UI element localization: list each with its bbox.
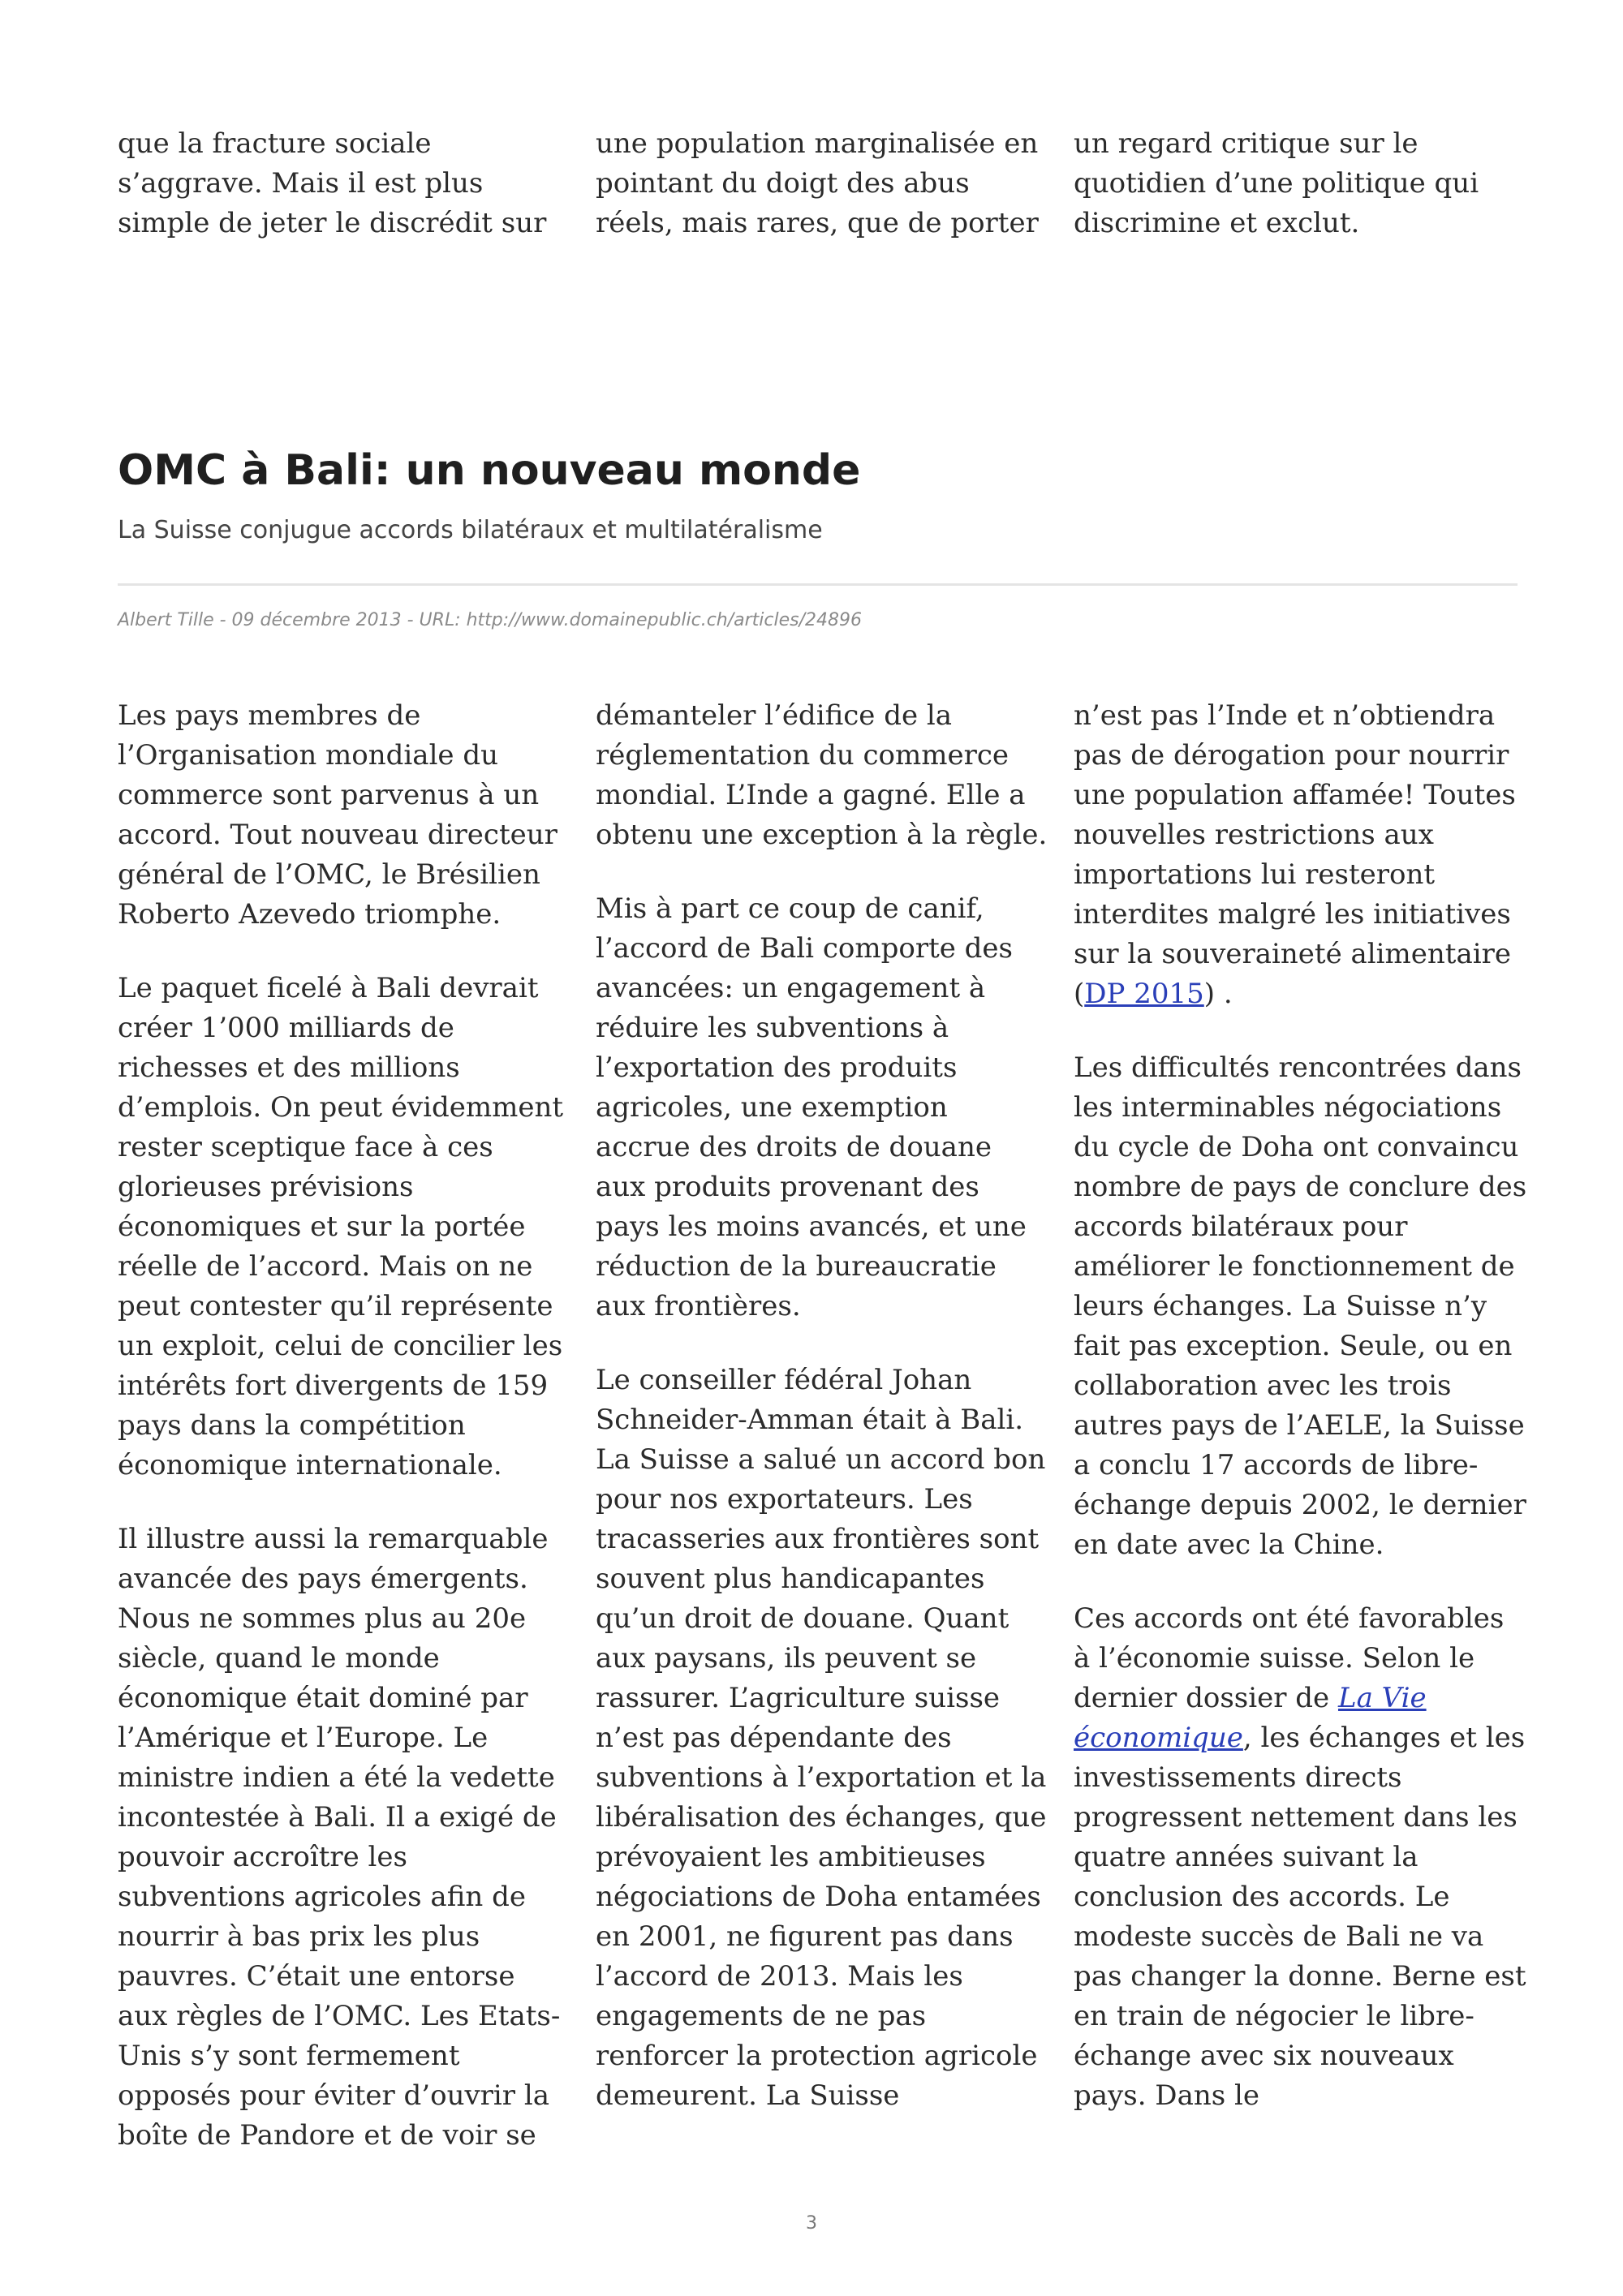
paragraph: un regard critique sur le quotidien d’une politique qui discrimine et exclut. [1074,127,1479,239]
paragraph: Les difficultés rencontrées dans les interminables négociations du cycle de Doha ont convaincu nombre de pays de conclure des accords bilatéraux pour améliorer le fonctionnement de leurs échanges. La Suisse n’y fait pas exception. Seule, ou en collaboration avec les trois autres pays de l’AELE, la Suisse a conclu 17 accords de libre-échange depuis 2002, le dernier en date avec la Chine. [1074,1051,1527,1561]
paragraph: une population marginalisée en pointant du doigt des abus réels, mais rares, que de porter [596,127,1039,239]
paragraph [1074,1599,1528,2116]
article-meta: Albert Tille - 09 décembre 2013 - URL: http://www.domainepublic.ch/articles/24896 [118,610,863,630]
paragraph: Mis à part ce coup de canif, l’accord de Bali comporte des avancées: un engagement à réduire les subventions à l’exportation des produits agricoles, une exemption accrue des droits de douane aux produits provenant des pays les moins avancés, et une réduction de la bureaucratie aux frontières. [596,892,1027,1322]
previous-article-col-2 [596,124,1050,243]
paragraph-text: ) . [1203,978,1233,1010]
paragraph: Le conseiller fédéral Johan Schneider-Amman était à Bali. La Suisse a salué un accord bon pour nos exportateurs. Les tracasseries aux frontières sont souvent plus handicapantes qu’un droit de douane. Quant aux paysans, ils peuvent se rassurer. L’agriculture suisse n’est pas dépendante des subventions à l’exportation et la libéralisation des échanges, que prévoyaient les ambitieuses négociations de Doha entamées en 2001, ne figurent pas dans l’accord de 2013. Mais les engagements de ne pas renforcer la protection agricole demeurent. La Suisse [596,1364,1047,2112]
la-vie-economique-link[interactable]: La Vie économique [1074,1682,1427,1754]
article-col-3 [1074,696,1528,2116]
paragraph-text: Ces accords ont été favorables à l’économie suisse. Selon le dernier dossier de [1074,1602,1505,1714]
article-col-1 [118,696,572,2156]
previous-article-col-3 [1074,124,1528,243]
header-divider [118,583,1518,586]
paragraph-text: n’est pas l’Inde et n’obtiendra pas de dérogation pour nourrir une population affamée! Toutes nouvelles restrictions aux importations lui resteront interdites malgré les initiatives sur la souveraineté alimentaire ( [1074,699,1516,1010]
dp-2015-link[interactable]: DP 2015 [1084,978,1204,1010]
previous-article-col-1 [118,124,572,243]
paragraph-text: , les échanges et les investissements directs progressent nettement dans les quatre années suivant la conclusion des accords. Le modeste succès de Bali ne va pas changer la donne. Berne est en train de négocier le libre-échange avec six nouveaux pays. Dans le [1074,1722,1526,2112]
paragraph [1074,696,1528,1014]
paragraph: démanteler l’édifice de la réglementation du commerce mondial. L’Inde a gagné. Elle a obtenu une exception à la règle. [596,699,1048,851]
article-title: OMC à Bali: un nouveau monde [118,446,861,495]
page-number: 3 [806,2213,817,2234]
article-subtitle: La Suisse conjugue accords bilatéraux et multilatéralisme [118,516,823,544]
article-col-2 [596,696,1050,2116]
paragraph: Il illustre aussi la remarquable avancée des pays émergents. Nous ne sommes plus au 20e siècle, quand le monde économique était dominé par l’Amérique et l’Europe. Le ministre indien a été la vedette incontestée à Bali. Il a exigé de pouvoir accroître les subventions agricoles afin de nourrir à bas prix les plus pauvres. C’était une entorse aux règles de l’OMC. Les Etats-Unis s’y sont fermement opposés pour éviter d’ouvrir la boîte de Pandore et de voir se [118,1523,561,2152]
paragraph: Le paquet ficelé à Bali devrait créer 1’000 milliards de richesses et des millions d’emplois. On peut évidemment rester sceptique face à ces glorieuses prévisions économiques et sur la portée réelle de l’accord. Mais on ne peut contester qu’il représente un exploit, celui de concilier les intérêts fort divergents de 159 pays dans la compétition économique internationale. [118,972,564,1481]
paragraph: que la fracture sociale s’aggrave. Mais il est plus simple de jeter le discrédit sur [118,127,547,239]
paragraph: Les pays membres de l’Organisation mondiale du commerce sont parvenus à un accord. Tout nouveau directeur général de l’OMC, le Brésilien Roberto Azevedo triomphe. [118,699,558,931]
